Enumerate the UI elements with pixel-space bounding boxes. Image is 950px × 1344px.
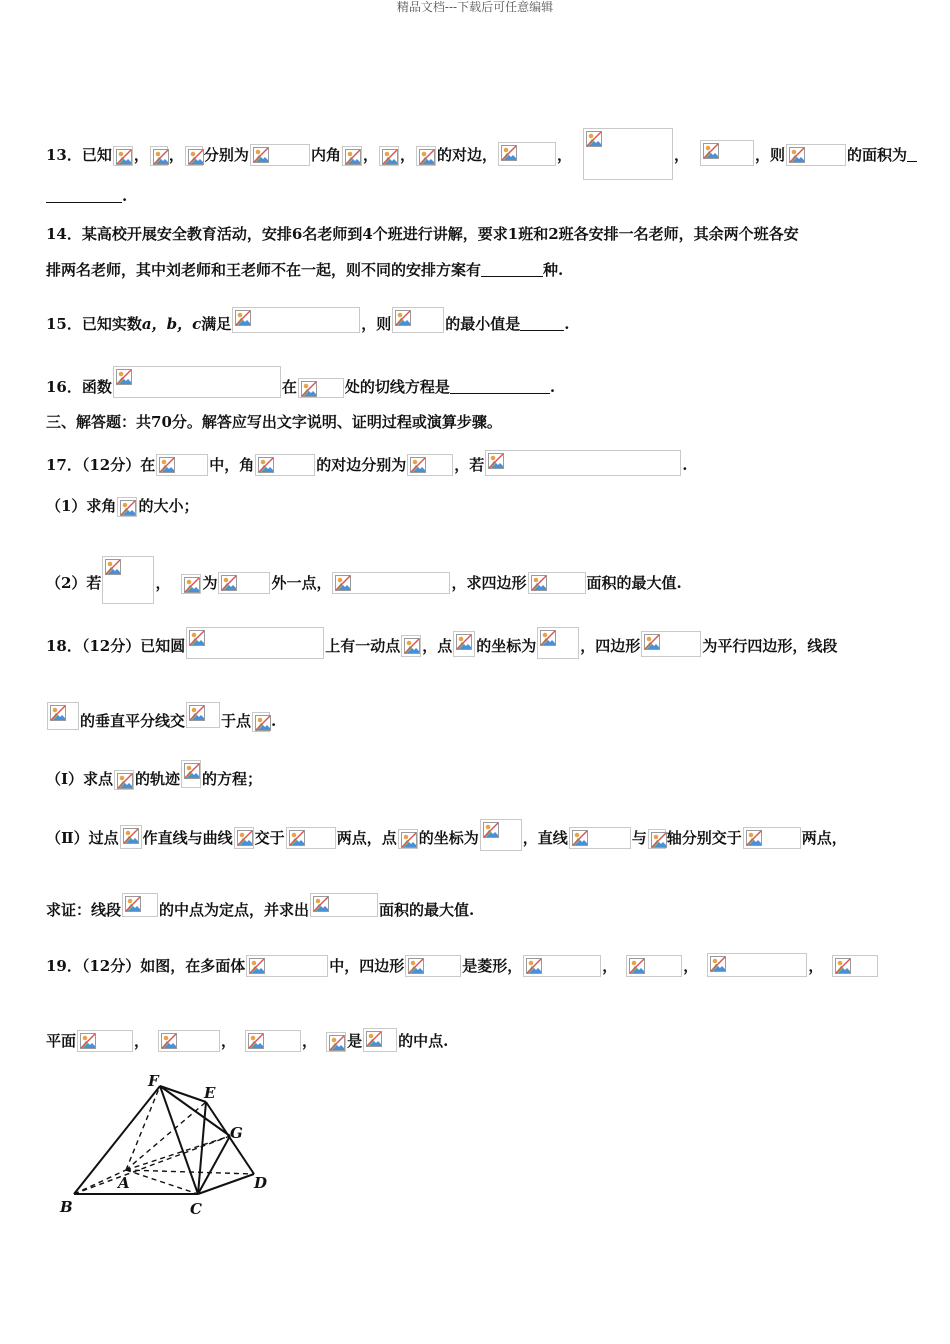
broken-image-icon [77, 1030, 133, 1052]
broken-image-icon [405, 955, 461, 977]
broken-image-icon [583, 128, 673, 180]
question-19: 19．（12分）如图，在多面体 中，四边形 是菱形， ， ， ， [46, 953, 879, 977]
broken-image-icon [181, 760, 201, 788]
question-14-line-2: 排两名老师，其中刘老师和王老师不在一起，则不同的安排方案有 种. [46, 261, 564, 279]
broken-image-icon [156, 454, 208, 476]
broken-image-icon [707, 953, 807, 977]
broken-image-icon [185, 146, 203, 166]
broken-image-icon [498, 142, 556, 166]
broken-image-icon [232, 307, 360, 333]
broken-image-icon [245, 1030, 301, 1052]
broken-image-icon [286, 827, 336, 849]
broken-image-icon [181, 574, 201, 594]
question-19-line-2: 平面 ， ， ， 是 的中点. [46, 1028, 448, 1052]
broken-image-icon [363, 1028, 397, 1052]
broken-image-icon [398, 829, 418, 849]
question-18-part-2: （Ⅱ）过点 作直线与曲线 交于 两点，点 的坐标为 ，直线 与 轴分别交于 两点， [46, 819, 847, 851]
broken-image-icon [528, 572, 586, 594]
broken-image-icon [342, 146, 362, 166]
broken-image-icon [117, 497, 137, 517]
broken-image-icon [523, 955, 601, 977]
question-15: 15．已知实数a，b，c满足 ，则 的最小值是 . [46, 307, 570, 334]
broken-image-icon [480, 819, 522, 851]
broken-image-icon [832, 955, 878, 977]
broken-image-icon [416, 146, 436, 166]
broken-image-icon [250, 144, 310, 166]
question-17-part-1: （1）求角 的大小； [46, 497, 199, 515]
broken-image-icon [743, 827, 801, 849]
answer-blank [520, 316, 564, 331]
vertex-label-a: A [118, 1174, 130, 1192]
broken-image-icon [186, 627, 324, 659]
question-18-part-1: （Ⅰ）求点 的轨迹 的方程； [46, 760, 262, 790]
question-14-line-1: 14．某高校开展安全教育活动，安排6名老师到4个班进行讲解，要求1班和2班各安排一名老师，其余两个班各安 [46, 225, 799, 243]
question-17: 17．（12分）在 中，角 的对边分别为 ，若 . [46, 450, 688, 476]
answer-blank [481, 262, 543, 277]
vertex-label-f: F [148, 1072, 159, 1090]
vertex-label-d: D [254, 1174, 268, 1192]
answer-blank [46, 188, 122, 203]
section-3-heading: 三、解答题：共70分。解答应写出文字说明、证明过程或演算步骤。 [46, 413, 502, 431]
broken-image-icon [407, 454, 453, 476]
question-18-line-5: 求证：线段 的中点为定点，并求出 面积的最大值. [46, 893, 474, 920]
broken-image-icon [186, 702, 220, 728]
polyhedron-figure [56, 1070, 286, 1220]
vertex-label-e: E [204, 1084, 216, 1102]
broken-image-icon [392, 307, 444, 333]
broken-image-icon [255, 454, 315, 476]
vertex-label-c: C [190, 1200, 202, 1218]
broken-image-icon [485, 450, 681, 476]
broken-image-icon [700, 140, 754, 166]
vertex-label-b: B [60, 1198, 73, 1216]
figure-solid-edges [74, 1086, 254, 1194]
broken-image-icon [252, 712, 270, 732]
page-header: 精品文档---下载后可任意编辑 [396, 0, 554, 14]
broken-image-icon [326, 1032, 346, 1052]
broken-image-icon [158, 1030, 220, 1052]
broken-image-icon [218, 572, 270, 594]
question-16: 16．函数 在 处的切线方程是 . [46, 366, 555, 398]
broken-image-icon [379, 146, 399, 166]
broken-image-icon [786, 144, 846, 166]
answer-blank [907, 147, 917, 162]
question-13: 13．已知 ， ， 分别为 内角 ， ， 的对边， ， ， ，则 的面积为 [46, 128, 917, 180]
question-18-line-2: 的垂直平分线交 于点 . [46, 702, 276, 732]
broken-image-icon [641, 631, 701, 657]
broken-image-icon [569, 827, 631, 849]
broken-image-icon [113, 366, 281, 398]
broken-image-icon [648, 829, 666, 849]
broken-image-icon [537, 627, 579, 659]
broken-image-icon [114, 770, 134, 790]
broken-image-icon [626, 955, 682, 977]
broken-image-icon [113, 146, 133, 166]
broken-image-icon [298, 378, 344, 398]
broken-image-icon [453, 631, 475, 657]
broken-image-icon [122, 893, 158, 917]
vertex-label-g: G [230, 1124, 243, 1142]
question-17-part-2: （2）若 ， 为 外一点， ，求四边形 面积的最大值. [46, 556, 682, 604]
answer-blank [450, 379, 550, 394]
broken-image-icon [47, 702, 79, 730]
broken-image-icon [150, 146, 168, 166]
broken-image-icon [310, 893, 378, 917]
question-18: 18．（12分）已知圆 上有一动点 ，点 的坐标为 ，四边形 为平行四边形，线段 [46, 627, 837, 659]
broken-image-icon [332, 572, 450, 594]
question-13-blank-line: . [46, 186, 127, 206]
broken-image-icon [401, 635, 421, 657]
broken-image-icon [234, 827, 254, 849]
broken-image-icon [246, 955, 328, 977]
broken-image-icon [102, 556, 154, 604]
broken-image-icon [120, 825, 142, 849]
